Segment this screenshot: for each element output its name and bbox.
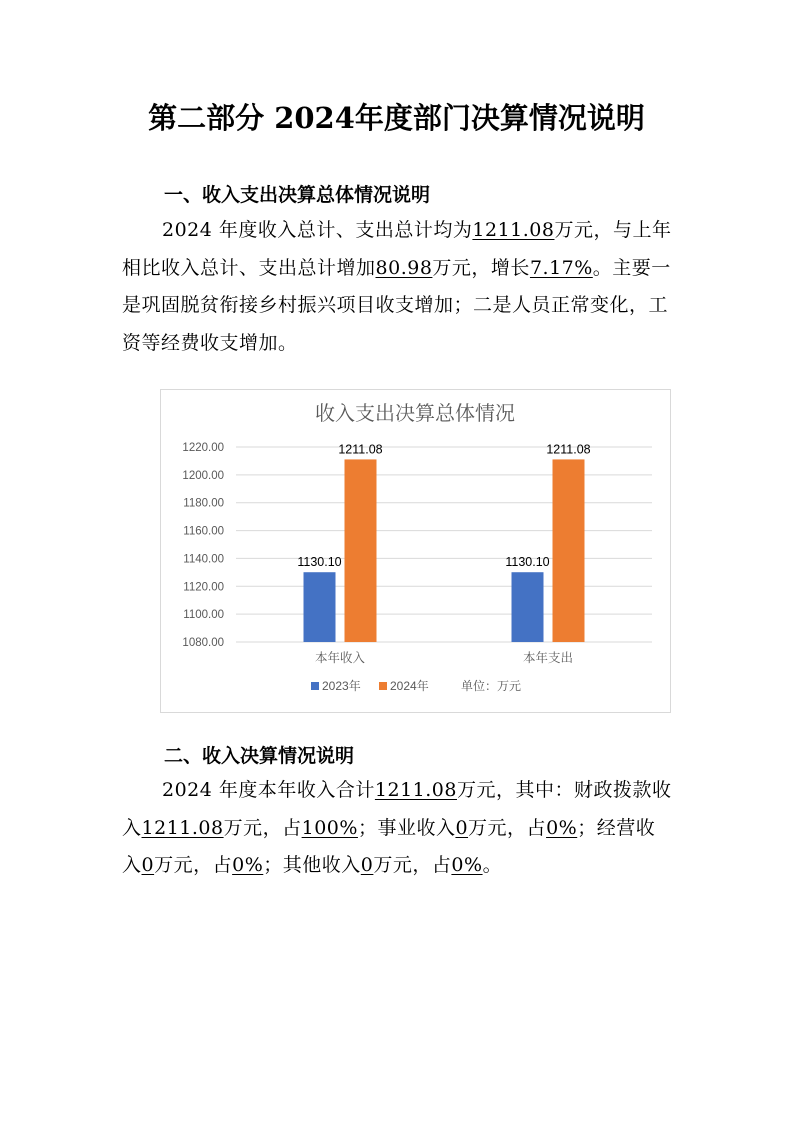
y-tick-label: 1160.00 xyxy=(183,525,224,538)
bar-2023年-本年支出 xyxy=(512,572,544,642)
business-pct: 0% xyxy=(546,816,578,839)
text-segment: ；经营收入 xyxy=(122,816,656,876)
data-label: 1130.10 xyxy=(297,555,342,570)
x-tick-label: 本年支出 xyxy=(522,651,574,665)
chart-legend xyxy=(311,678,521,693)
y-tick-label: 1220.00 xyxy=(182,442,224,454)
text-segment: 万元，增长 xyxy=(432,256,530,279)
section2-paragraph xyxy=(122,772,674,885)
increase-value: 80.98 xyxy=(375,256,433,279)
chart-svg xyxy=(161,390,670,712)
text-segment: 万元，占 xyxy=(223,816,302,839)
data-label: 1130.10 xyxy=(505,555,550,570)
text-segment: 万元，占 xyxy=(468,816,547,839)
page-title: 第二部分 2024年度部门决算情况说明 xyxy=(148,101,645,135)
text-segment: 万元，占 xyxy=(154,854,233,876)
other-value: 0 xyxy=(360,854,374,876)
bar-2024年-本年支出 xyxy=(553,459,585,642)
text-segment: ；其他收入 xyxy=(263,854,361,876)
text-segment: 万元，其中：财政拨款收入 xyxy=(122,779,672,839)
other-pct: 0% xyxy=(451,854,483,876)
data-label: 1211.08 xyxy=(338,442,383,457)
unit-note: 单位：万元 xyxy=(461,679,522,693)
text-segment: ；事业收入 xyxy=(357,816,456,839)
bar-2023年-本年收入 xyxy=(304,572,336,642)
growth-value: 7.17% xyxy=(529,256,593,279)
data-label: 1211.08 xyxy=(546,442,591,457)
y-tick-label: 1180.00 xyxy=(183,497,224,510)
text-segment: 万元，与上年相比收入总计、支出总计增加 xyxy=(122,219,672,279)
text-segment: 万元，占 xyxy=(373,854,452,876)
text-segment: 。 xyxy=(482,854,503,876)
section1-paragraph xyxy=(122,212,674,362)
legend-label: 2024年 xyxy=(390,679,429,693)
legend-swatch xyxy=(379,682,387,690)
legend-label: 2023年 xyxy=(322,679,361,693)
total-value: 1211.08 xyxy=(472,219,555,241)
total-income-value: 1211.08 xyxy=(374,779,457,801)
legend-swatch xyxy=(311,682,319,690)
section1-heading: 一、收入支出决算总体情况说明 xyxy=(164,184,431,206)
x-tick-label: 本年收入 xyxy=(314,651,366,665)
operating-value: 0 xyxy=(141,854,155,876)
y-tick-label: 1140.00 xyxy=(183,553,224,566)
chart-grid xyxy=(236,447,652,642)
chart-title: 收入支出决算总体情况 xyxy=(315,403,515,425)
fiscal-value: 1211.08 xyxy=(141,816,224,839)
y-tick-label: 1200.00 xyxy=(182,469,224,482)
section2-heading: 二、收入决算情况说明 xyxy=(164,745,355,767)
business-value: 0 xyxy=(455,816,469,839)
income-expense-chart xyxy=(160,389,671,713)
fiscal-pct: 100% xyxy=(301,816,358,839)
y-tick-label: 1120.00 xyxy=(183,581,224,594)
bar-2024年-本年收入 xyxy=(345,459,377,642)
text-segment: 2024 年度本年收入合计 xyxy=(162,779,375,801)
text-segment: 2024 年度收入总计、支出总计均为 xyxy=(162,219,473,241)
text-segment: 。主要一是巩固脱贫衔接乡村振兴项目收支增加；二是人员正常变化，工资等经费收支增加。 xyxy=(122,256,671,354)
operating-pct: 0% xyxy=(232,854,264,876)
y-tick-label: 1100.00 xyxy=(183,609,224,622)
y-tick-label: 1080.00 xyxy=(182,637,224,649)
